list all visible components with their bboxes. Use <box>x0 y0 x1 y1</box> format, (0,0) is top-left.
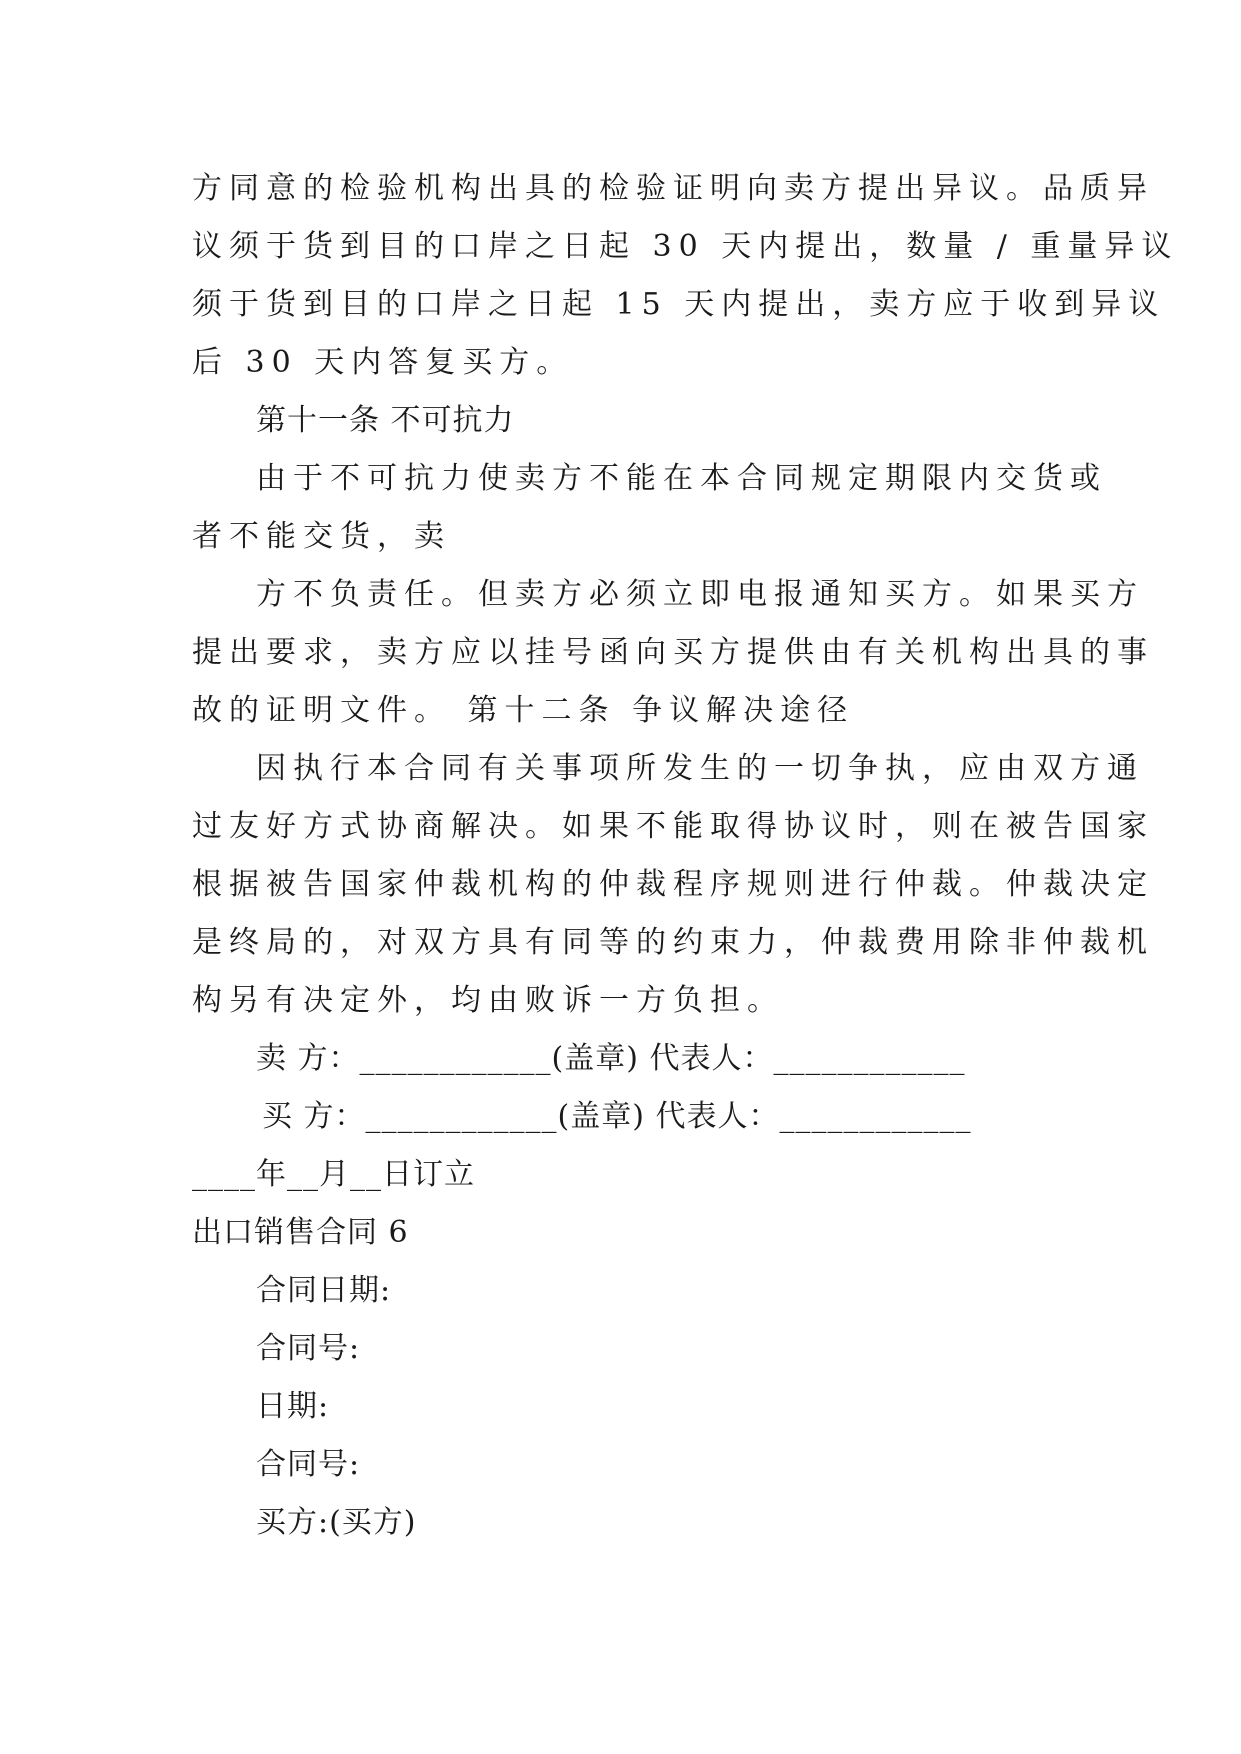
contract-date-label: 合同日期: <box>256 1273 392 1308</box>
contract-number-label: 合同号: <box>256 1331 361 1366</box>
seller-signature-line: 卖 方：____________(盖章) 代表人：____________ <box>256 1041 966 1076</box>
text-line: 方不负责任。但卖方必须立即电报通知买方。如果买方 <box>256 577 1144 612</box>
date-label: 日期: <box>256 1389 330 1424</box>
text-line: 是终局的，对双方具有同等的约束力，仲裁费用除非仲裁机 <box>192 925 1154 960</box>
buyer-signature-line: 买 方：____________(盖章) 代表人：____________ <box>262 1099 972 1134</box>
section-title: 出口销售合同 6 <box>192 1215 409 1250</box>
contract-number-label: 合同号: <box>256 1447 361 1482</box>
text-line: 构另有决定外，均由败诉一方负担。 <box>192 983 784 1018</box>
buyer-label: 买方:(买方) <box>256 1505 417 1540</box>
document-body <box>192 160 1179 1552</box>
text-line: 议须于货到目的口岸之日起 30 天内提出，数量 / 重量异议 <box>192 229 1179 264</box>
text-line: 方同意的检验机构出具的检验证明向卖方提出异议。品质异 <box>192 171 1154 206</box>
text-line: 提出要求，卖方应以挂号函向买方提供由有关机构出具的事 <box>192 635 1154 670</box>
date-line: ____年__月__日订立 <box>192 1157 475 1192</box>
text-line: 者不能交货，卖 <box>192 519 451 554</box>
text-line: 根据被告国家仲裁机构的仲裁程序规则进行仲裁。仲裁决定 <box>192 867 1154 902</box>
text-line: 故的证明文件。 第十二条 争议解决途径 <box>192 693 855 728</box>
text-line: 后 30 天内答复买方。 <box>192 345 574 380</box>
text-line: 因执行本合同有关事项所发生的一切争执，应由双方通 <box>256 751 1144 786</box>
article-heading: 第十一条 不可抗力 <box>256 403 515 438</box>
text-line: 过友好方式协商解决。如果不能取得协议时，则在被告国家 <box>192 809 1154 844</box>
text-line: 须于货到目的口岸之日起 15 天内提出，卖方应于收到异议 <box>192 287 1166 322</box>
text-line: 由于不可抗力使卖方不能在本合同规定期限内交货或 <box>256 461 1107 496</box>
